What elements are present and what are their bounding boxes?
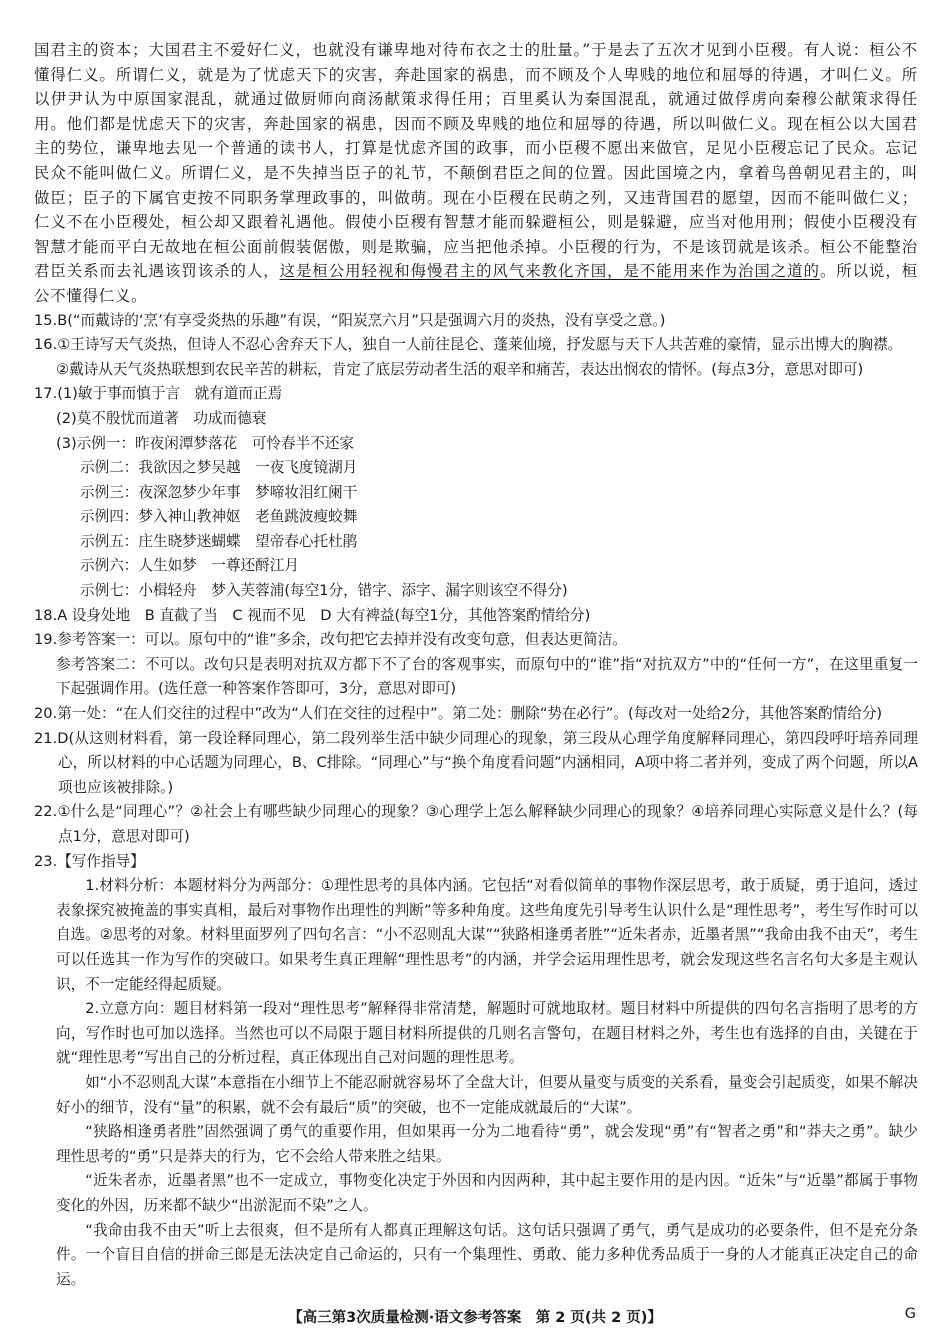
answer-23-paragraph: “近朱者赤，近墨者黑”也不一定成立，事物变化决定于外因和内因两种，其中起主要作用的是内因。“近朱”与“近墨”都属于事物变化的外因，历来都不缺少“出淤泥而不染”之人。 — [56, 1172, 918, 1214]
answer-23-title: 23.【写作指导】 — [34, 852, 145, 870]
footer-code: G — [904, 1306, 916, 1322]
translation-paragraph — [34, 38, 918, 309]
answer-19-option-2: 参考答案二：不可以。改句只是表明对抗双方都下不了台的客观事实，而原句中的“谁”指“对抗双方”中的“任何一方”，在这里重复一下起强调作用。(选任意一种答案作答即可，3分，意思对即可) — [56, 655, 918, 698]
answer-17-example: 示例六：人生如梦 一尊还酹江月 — [80, 557, 299, 575]
translation-text-end: 。所以说，桓公不懂得仁义。 — [34, 262, 918, 305]
answer-17-example: 示例三：夜深忽梦少年事 梦啼妆泪红阑干 — [80, 483, 358, 501]
answer-17-example: 示例二：我欲因之梦吴越 一夜飞度镜湖月 — [80, 459, 358, 477]
answer-23-paragraph: 如“小不忍则乱大谋”本意指在小细节上不能忍耐就容易坏了全盘大计，但要从量变与质变的关系看，量变会引起质变，如果不解决好小的细节，没有“量”的积累，就不会有最后“质”的突破，也不一定能成就最后的“大谋”。 — [56, 1073, 918, 1116]
translation-text: 国君主的资本；大国君主不爱好仁义，也就没有谦卑地对待布衣之士的肚量。”于是去了五次才见到小臣稷。有人说：桓公不懂得仁义。所谓仁义，就是为了忧虑天下的灾害，奔赴国家的祸患，而不顾及个人卑贱的地位和屈辱的待遇，才叫仁义。所以伊尹认为中原国家混乱，就通过做厨师向商汤献策求得任用；百里奚认为秦国混乱，就通过做俘虏向秦穆公献策求得任用。他们都是忧虑天下的灾害，奔赴国家的祸患，因而不顾及卑贱的地位和屈辱的待遇，所以叫做仁义。现在桓公以大国君主的势位，谦卑地去见一个普通的读书人，打算是忧虑齐国的政事，而小臣稷不愿出来做官，足见小臣稷忘记了民众。忘记民众不能叫做仁义。所谓仁义，是不失掉当臣子的礼节，不颠倒君臣之间的位置。因此国境之内，拿着鸟兽朝见君主的，叫做臣；臣子的下属官吏按不同职务掌理政事的，叫做萌。现在小臣稷在民萌之列，又违背国君的愿望，因而不能叫做仁义；仁义不在小臣稷处，桓公却又跟着礼遇他。假使小臣稷有智慧才能而躲避桓公，则是躲避，应当对他用刑；假使小臣稷没有智慧才能而平白无故地在桓公面前假装倨傲，则是欺骗，应当把他杀掉。小臣稷的行为，不是该罚就是该杀。桓公不能整治君臣关系而去礼遇该罚该杀的人， — [34, 41, 918, 281]
answer-18: 18.A 设身处地 B 直截了当 C 视而不见 D 大有裨益(每空1分，其他答案酌情给分) — [34, 606, 591, 624]
answer-15: 15.B(“而戴诗的‘烹’有享受炎热的乐趣”有误，“阳炭烹六月”只是强调六月的炎热，没有享受之意。) — [34, 311, 666, 329]
answer-20: 20.第一处：“在人们交往的过程中”改为“人们在交往的过程中”。第二处：删除“势在必行”。(每改对一处给2分，其他答案酌情给分) — [34, 705, 883, 723]
answer-17-2: (2)莫不殷忧而道著 功成而德衰 — [56, 409, 267, 427]
answer-23-paragraph: 2.立意方向：题目材料第一段对“理性思考”解释得非常清楚，解题时可就地取材。题目材料中所提供的四句名言指明了思考的方向，写作时也可加以选择。当然也可以不局限于题目材料所提供的几则名言警句，在题目材料之外，考生也有选择的自由，关键在于就“理性思考”写出自己的分析过程，真正体现出自己对问题的理性思考。 — [56, 1000, 918, 1067]
answer-23-paragraph: 1.材料分析：本题材料分为两部分：①理性思考的具体内涵。它包括“对看似简单的事物作深层思考，敢于质疑，勇于追问，透过表象探究被掩盖的事实真相，最后对事物作出理性的判断”等多种角度。这些角度先引导考生认识什么是“理性思考”，考生写作时可以自选。②思考的对象。材料里面罗列了四句名言：“小不忍则乱大谋”“狭路相逢勇者胜”“近朱者赤，近墨者黑”“我命由我不由天”，考生可以任选其一作为写作的突破口。如果考生真正理解“理性思考”的内涵，并学会运用理性思考，就会发现这些名言名句大多是主观认识，不一定能经得起质疑。 — [56, 877, 918, 993]
answer-16-point-1: 16.①王诗写天气炎热，但诗人不忍心舍弃天下人，独自一人前往昆仑、蓬莱仙境，抒发愿与天下人共苦难的豪情，显示出博大的胸襟。 — [34, 336, 903, 354]
answer-17-1: 17.(1)敏于事而慎于言 就有道而正焉 — [34, 385, 283, 403]
footer-text: 【高三第3次质量检测·语文参考答案 第 2 页(共 2 页)】 — [288, 1310, 662, 1326]
answer-17-example: 示例五：庄生晓梦迷蝴蝶 望帝春心托杜鹃 — [80, 532, 358, 550]
answer-23-paragraph: “我命由我不由天”听上去很爽，但不是所有人都真正理解这句话。这句话只强调了勇气，勇气是成功的必要条件，但不是充分条件。一个盲目自信的拼命三郎是无法决定自己命运的，只有一个集理性、勇敢、能力多种优秀品质于一身的人才能真正决定自己的命运。 — [56, 1221, 918, 1288]
answer-page — [34, 38, 918, 1292]
answer-16-point-2: ②戴诗从天气炎热联想到农民辛苦的耕耘，肯定了底层劳动者生活的艰辛和痛苦，表达出悯农的情怀。(每点3分，意思对即可) — [56, 360, 864, 378]
answer-21: 21.D(从这则材料看，第一段诠释同理心，第二段列举生活中缺少同理心的现象，第三段从心理学角度解释同理心，第四段呼吁培养同理心，所以材料的中心话题为同理心，B、C排除。“同理心”与“换个角度看问题”内涵相同，A项中将二者并列，变成了两个问题，所以A项也应该被排除。) — [34, 729, 918, 796]
page-footer — [0, 1306, 950, 1327]
answer-17-3: (3)示例一：昨夜闲潭梦落花 可怜春半不还家 — [56, 434, 354, 452]
answer-22: 22.①什么是“同理心”？②社会上有哪些缺少同理心的现象？③心理学上怎么解释缺少同理心的现象？④培养同理心实际意义是什么？(每点1分，意思对即可) — [34, 803, 918, 845]
answer-19-option-1: 19.参考答案一：可以。原句中的“谁”多余，改句把它去掉并没有改变句意，但表达更简洁。 — [34, 631, 627, 649]
answer-17-example: 示例四：梦入神山教神妪 老鱼跳波瘦蛟舞 — [80, 508, 358, 526]
answer-23-paragraph: “狭路相逢勇者胜”固然强调了勇气的重要作用，但如果再一分为二地看待“勇”，就会发现“勇”有“智者之勇”和“莽夫之勇”。缺少理性思考的“勇”只是莽夫的行为，它不会给人带来胜之结果。 — [56, 1123, 918, 1165]
answer-17-example: 示例七：小楫轻舟 梦入芙蓉浦(每空1分，错字、添字、漏字则该空不得分) — [80, 582, 568, 600]
translation-underlined: 这是桓公用轻视和侮慢君主的风气来教化齐国，是不能用来作为治国之道的 — [279, 262, 820, 281]
